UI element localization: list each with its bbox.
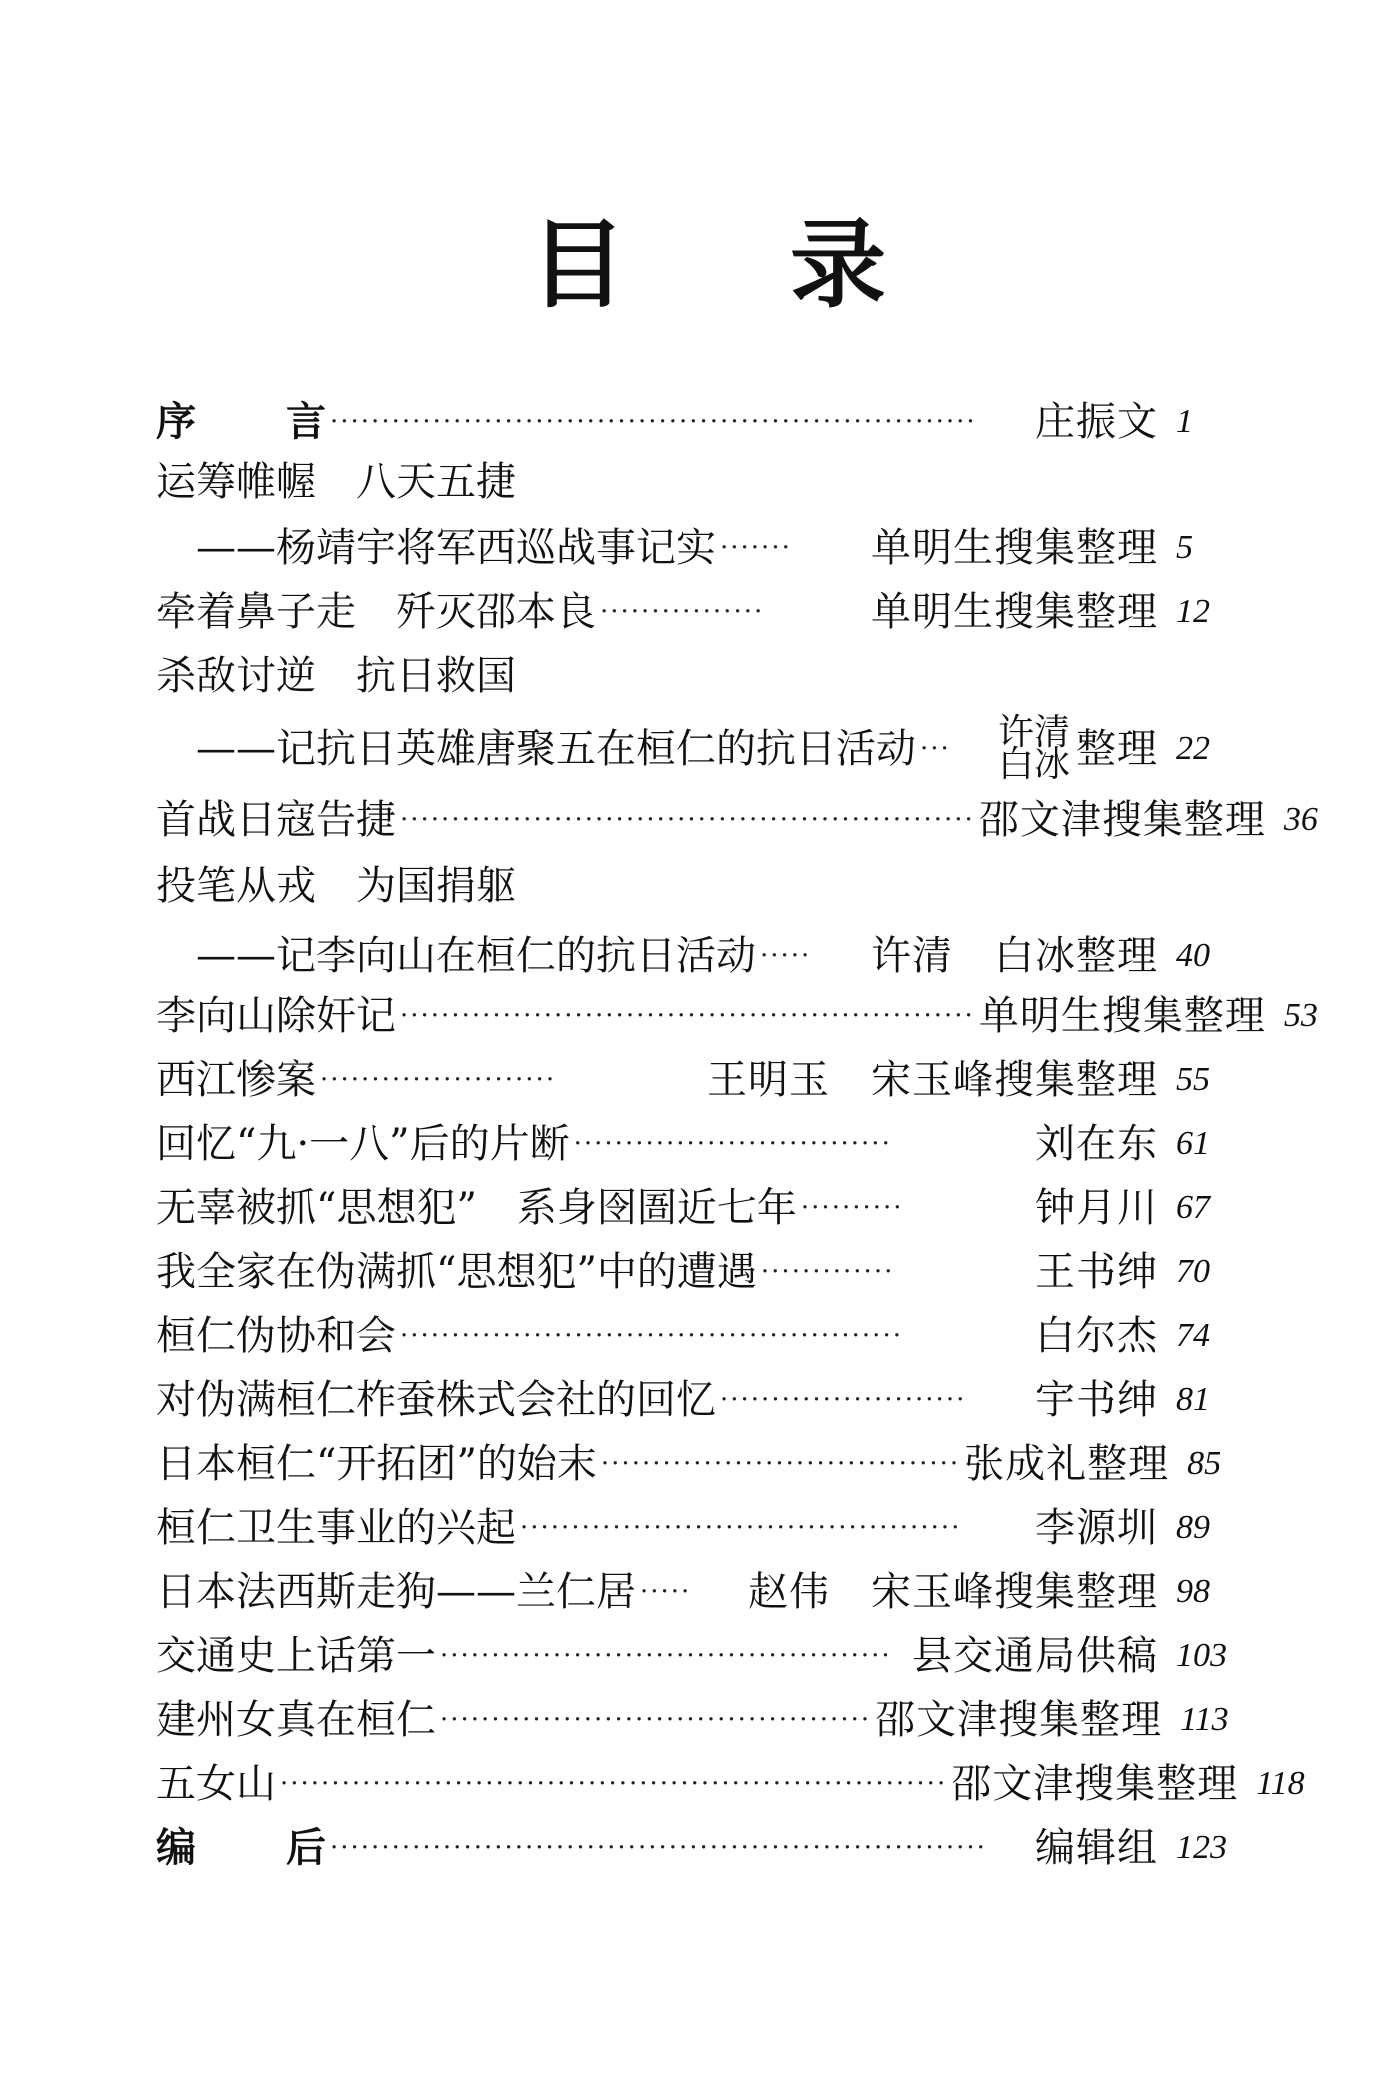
toc-entry-title: 桓仁伪协和会 (156, 1313, 396, 1359)
toc-entry[interactable] (156, 452, 1266, 512)
toc-entry-author-stack (997, 712, 1070, 785)
toc-entry-title: 杀敌讨逆 抗日救国 (156, 653, 516, 699)
toc-entry-page: 85 (1187, 1445, 1222, 1482)
toc-leader-dots: ················ (600, 597, 765, 627)
toc-entry[interactable] (156, 1498, 1266, 1558)
toc-entry[interactable] (156, 1050, 1266, 1110)
toc-entry-title: 运筹帷幄 八天五捷 (156, 459, 516, 505)
toc-entry[interactable] (196, 714, 1266, 784)
toc-entry-author: 刘在东 (1035, 1121, 1158, 1167)
toc-entry-page: 123 (1176, 1829, 1227, 1866)
toc-leader-dots: ·········································· (440, 1705, 872, 1735)
toc-entry-author-suffix: 整理 (1076, 726, 1158, 772)
toc-entry[interactable] (156, 1178, 1266, 1238)
toc-entry-author: 宇书绅 (1035, 1377, 1158, 1423)
toc-entry-page: 103 (1176, 1637, 1227, 1674)
toc-entry-author-bottom: 白冰 (997, 744, 1070, 785)
toc-entry-page: 12 (1176, 593, 1210, 630)
toc-entry[interactable] (156, 1370, 1266, 1430)
page-title-right: 录 (790, 209, 886, 321)
toc-entry[interactable] (156, 646, 1266, 706)
toc-entry[interactable] (156, 392, 1266, 452)
toc-entry-title: 西江惨案 (156, 1057, 316, 1103)
toc-entry-page: 61 (1176, 1125, 1210, 1162)
toc-entry[interactable] (156, 1754, 1305, 1814)
toc-entry[interactable] (156, 1306, 1266, 1366)
toc-entry-author: 白尔杰 (1035, 1313, 1158, 1359)
toc-entry-title: 日本桓仁“开拓团”的始末 (156, 1441, 597, 1487)
toc-entry-author: 邵文津搜集整理 (978, 797, 1266, 843)
toc-entry[interactable] (156, 1690, 1266, 1750)
toc-entry-title: 牵着鼻子走 歼灭邵本良 (156, 589, 596, 635)
toc-entry[interactable] (156, 1626, 1266, 1686)
toc-entry-title: 投笔从戎 为国捐躯 (156, 863, 516, 909)
toc-entry[interactable] (156, 790, 1318, 850)
toc-entry-title: 首战日寇告捷 (156, 797, 396, 843)
toc-entry-author: 编辑组 (1035, 1825, 1158, 1871)
toc-leader-dots: ································································· (280, 1769, 948, 1799)
toc-entry-title: ——记李向山在桓仁的抗日活动 (196, 933, 756, 979)
toc-leader-dots: ····· (640, 1577, 692, 1607)
page-title-left: 目 (530, 209, 626, 321)
toc-entry[interactable] (156, 1434, 1266, 1494)
toc-entry-author: 张成礼整理 (964, 1441, 1170, 1487)
toc-entry-title: 对伪满桓仁柞蚕株式会社的回忆 (156, 1377, 716, 1423)
toc-entry[interactable] (156, 1562, 1266, 1622)
toc-entry-author: 王明玉 宋玉峰搜集整理 (707, 1057, 1158, 1103)
toc-entry[interactable] (156, 582, 1266, 642)
toc-leader-dots: ····· (760, 941, 812, 971)
toc-entry-page: 53 (1283, 997, 1318, 1034)
toc-leader-dots: ························································ (400, 1001, 975, 1031)
toc-entry-title: 建州女真在桓仁 (156, 1697, 436, 1743)
toc-leader-dots: ······· (720, 533, 792, 563)
toc-entry-author: 王书绅 (1035, 1249, 1158, 1295)
toc-entry-page: 40 (1176, 937, 1210, 974)
toc-entry-page: 36 (1283, 801, 1318, 838)
toc-entry-title: 编 后 (156, 1825, 326, 1871)
toc-entry-page: 55 (1176, 1061, 1210, 1098)
toc-entry-page: 22 (1176, 730, 1210, 767)
toc-entry-page: 5 (1176, 529, 1193, 566)
toc-entry-author: 邵文津搜集整理 (875, 1697, 1163, 1743)
toc-entry-title: 回忆“九·一八”后的片断 (156, 1121, 570, 1167)
toc-entry-title: 桓仁卫生事业的兴起 (156, 1505, 516, 1551)
toc-leader-dots: ············································ (440, 1641, 892, 1671)
toc-entry-page: 98 (1176, 1573, 1210, 1610)
toc-entry-author: 邵文津搜集整理 (951, 1761, 1239, 1807)
toc-entry-page: 74 (1176, 1317, 1210, 1354)
toc-entry-author: 赵伟 宋玉峰搜集整理 (748, 1569, 1158, 1615)
toc-entry-author: 单明生搜集整理 (978, 993, 1266, 1039)
toc-leader-dots: ·········· (800, 1193, 904, 1223)
toc-entry[interactable] (156, 856, 1266, 916)
toc-entry-title: 日本法西斯走狗——兰仁居 (156, 1569, 636, 1615)
toc-entry-page: 118 (1256, 1765, 1305, 1802)
toc-entry-author: 县交通局供稿 (912, 1633, 1158, 1679)
toc-entry-page: 70 (1176, 1253, 1210, 1290)
toc-entry[interactable] (156, 1114, 1266, 1174)
toc-entry-title: ——记抗日英雄唐聚五在桓仁的抗日活动 (196, 726, 916, 772)
toc-entry-title: 五女山 (156, 1761, 276, 1807)
toc-entry-author-top: 许清 (997, 712, 1070, 753)
toc-leader-dots: ························ (720, 1385, 967, 1415)
toc-entry-author: 庄振文 (1035, 399, 1158, 445)
toc-entry-title: 序 言 (156, 399, 326, 445)
toc-entry-title: ——杨靖宇将军西巡战事记实 (196, 525, 716, 571)
toc-entry[interactable] (196, 926, 1266, 986)
toc-entry-title: 李向山除奸记 (156, 993, 396, 1039)
toc-entry-author: 李源圳 (1035, 1505, 1158, 1551)
toc-entry-page: 81 (1176, 1381, 1210, 1418)
toc-entry-page: 113 (1180, 1701, 1229, 1738)
toc-entry[interactable] (156, 1818, 1266, 1878)
toc-entry-title: 我全家在伪满抓“思想犯”中的遭遇 (156, 1249, 757, 1295)
toc-entry[interactable] (156, 986, 1318, 1046)
toc-entry[interactable] (156, 1242, 1266, 1302)
toc-entry-page: 1 (1176, 403, 1193, 440)
toc-leader-dots: ························································ (400, 805, 975, 835)
toc-entry-page: 89 (1176, 1509, 1210, 1546)
toc-entry-author: 单明生搜集整理 (871, 525, 1158, 571)
toc-leader-dots: ······················· (320, 1065, 557, 1095)
toc-leader-dots: ··········································· (520, 1513, 962, 1543)
toc-entry-author: 钟月川 (1035, 1185, 1158, 1231)
toc-entry-author: 许清 白冰整理 (871, 933, 1158, 979)
toc-leader-dots: ··································· (600, 1449, 961, 1479)
toc-leader-dots: ············· (760, 1257, 895, 1287)
toc-entry-author: 单明生搜集整理 (871, 589, 1158, 635)
toc-leader-dots: ······························· (573, 1129, 892, 1159)
toc-entry-page: 67 (1176, 1189, 1210, 1226)
toc-entry[interactable] (196, 518, 1266, 578)
toc-entry-title: 无辜被抓“思想犯” 系身囹圄近七年 (156, 1185, 797, 1231)
toc-leader-dots: ················································· (400, 1321, 903, 1351)
toc-leader-dots: ································································ (330, 1833, 987, 1863)
toc-leader-dots: ··· (920, 734, 951, 764)
toc-entry-title: 交通史上话第一 (156, 1633, 436, 1679)
toc-leader-dots: ······························································· (330, 407, 977, 437)
